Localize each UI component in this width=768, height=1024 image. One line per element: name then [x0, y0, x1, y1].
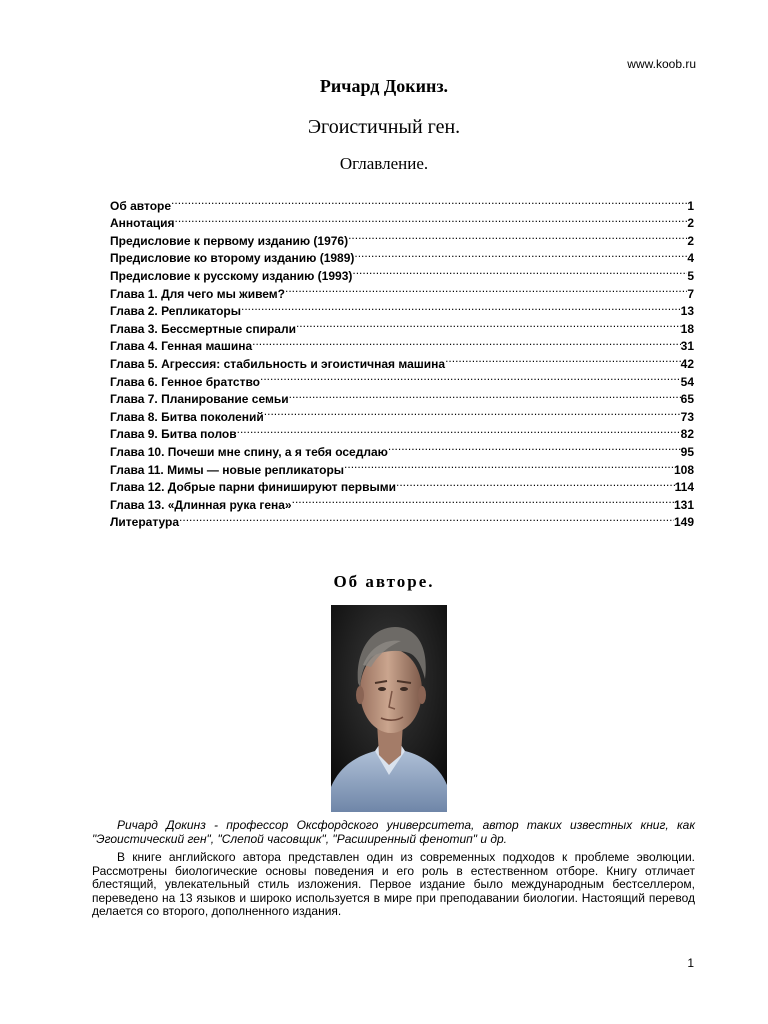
- toc-entry-page: 5: [687, 268, 694, 283]
- toc-entry-label: Глава 2. Репликаторы: [110, 304, 242, 319]
- toc-entry-label: Глава 12. Добрые парни финишируют первыми: [110, 480, 396, 495]
- toc-entry-label: Глава 1. Для чего мы живем?: [110, 286, 286, 301]
- book-title: Эгоистичный ген.: [307, 116, 461, 138]
- toc-entry-page: 2: [687, 216, 694, 231]
- toc-entry-label: Об авторе: [110, 198, 172, 213]
- toc-entry-label: Предисловие к русскому изданию (1993): [110, 268, 353, 283]
- toc-leader-dots: [396, 474, 675, 492]
- toc-entry-page: 4: [687, 251, 694, 266]
- toc-leader-dots: [348, 227, 687, 245]
- toc-leader-dots: [175, 210, 688, 228]
- site-url: www.koob.ru: [627, 57, 696, 71]
- toc-entry-page: 31: [680, 339, 694, 354]
- toc-entry-page: 65: [680, 392, 694, 407]
- toc-leader-dots: [252, 333, 681, 351]
- toc-entry-label: Глава 9. Битва полов: [110, 427, 237, 442]
- toc-entry-label: Глава 13. «Длинная рука гена»: [110, 497, 292, 512]
- toc-leader-dots: [289, 386, 681, 404]
- toc-entry[interactable]: [110, 192, 694, 213]
- toc-entry[interactable]: [110, 210, 694, 231]
- toc-leader-dots: [260, 368, 681, 386]
- toc-entry-page: 73: [680, 409, 694, 424]
- toc-entry-label: Глава 5. Агрессия: стабильность и эгоистичная машина: [110, 356, 446, 371]
- toc-leader-dots: [296, 315, 681, 333]
- toc-leader-dots: [352, 262, 687, 280]
- toc-entry-label: Аннотация: [110, 216, 175, 231]
- toc-entry-page: 42: [680, 356, 694, 371]
- toc-entry-page: 1: [687, 198, 694, 213]
- toc-entry-label: Глава 6. Генное братство: [110, 374, 261, 389]
- toc-entry-page: 7: [687, 286, 694, 301]
- toc-leader-dots: [241, 298, 681, 316]
- toc-entry-page: 82: [680, 427, 694, 442]
- toc-entry-page: 114: [674, 480, 694, 495]
- about-heading: Об авторе.: [333, 572, 435, 591]
- toc-leader-dots: [292, 491, 674, 509]
- toc-entry-label: Предисловие ко второму изданию (1989): [110, 251, 355, 266]
- toc-entry-page: 18: [680, 321, 694, 336]
- toc-entry-page: 54: [680, 374, 694, 389]
- book-description: В книге английского автора представлен один из современных подходов к проблеме эволюции. Рассмотрены биологические основы поведения и его роль в естественном отборе. Книгу отличает блестящий, увлекательный стиль изложения. Первое издание было международным бестселлером, переведено на 13 языков и широко используется в мире при преподавании биологии. Настоящий перевод делается со второго, дополненного издания.: [92, 850, 695, 919]
- page-number: 1: [687, 956, 694, 970]
- toc-entry-label: Предисловие к первому изданию (1976): [110, 233, 349, 248]
- toc-entry-label: Глава 10. Почеши мне спину, а я тебя оседлаю: [110, 444, 388, 459]
- toc-leader-dots: [171, 192, 687, 210]
- toc-leader-dots: [179, 509, 674, 527]
- toc-leader-dots: [264, 403, 681, 421]
- toc-entry-label: Глава 8. Битва поколений: [110, 409, 264, 424]
- toc-leader-dots: [237, 421, 681, 439]
- toc-leader-dots: [285, 280, 687, 298]
- table-of-contents: [110, 192, 694, 530]
- toc-entry[interactable]: [110, 227, 694, 248]
- toc-entry-label: Глава 3. Бессмертные спирали: [110, 321, 296, 336]
- toc-leader-dots: [344, 456, 674, 474]
- author-photo: [331, 605, 447, 812]
- toc-entry-label: Глава 11. Мимы — новые репликаторы: [110, 462, 345, 477]
- toc-leader-dots: [388, 438, 681, 456]
- toc-entry-page: 108: [673, 462, 694, 477]
- toc-leader-dots: [354, 245, 687, 263]
- toc-entry-page: 2: [687, 233, 694, 248]
- toc-entry-label: Глава 4. Генная машина: [110, 339, 253, 354]
- author-caption: Ричард Докинз - профессор Оксфордского университета, автор таких известных книг, как "Эгоистический ген", "Слепой часовщик", "Расширенный фенотип" и др.: [92, 818, 695, 846]
- toc-leader-dots: [445, 350, 681, 368]
- toc-heading: Оглавление.: [339, 154, 429, 173]
- toc-entry-page: 131: [673, 497, 694, 512]
- author-name: Ричард Докинз.: [319, 76, 449, 96]
- toc-entry-page: 149: [673, 515, 694, 530]
- toc-entry-page: 95: [680, 444, 694, 459]
- toc-entry-label: Глава 7. Планирование семьи: [110, 392, 289, 407]
- toc-entry[interactable]: [110, 509, 694, 530]
- toc-entry-label: Литература: [110, 515, 180, 530]
- toc-entry-page: 13: [680, 304, 694, 319]
